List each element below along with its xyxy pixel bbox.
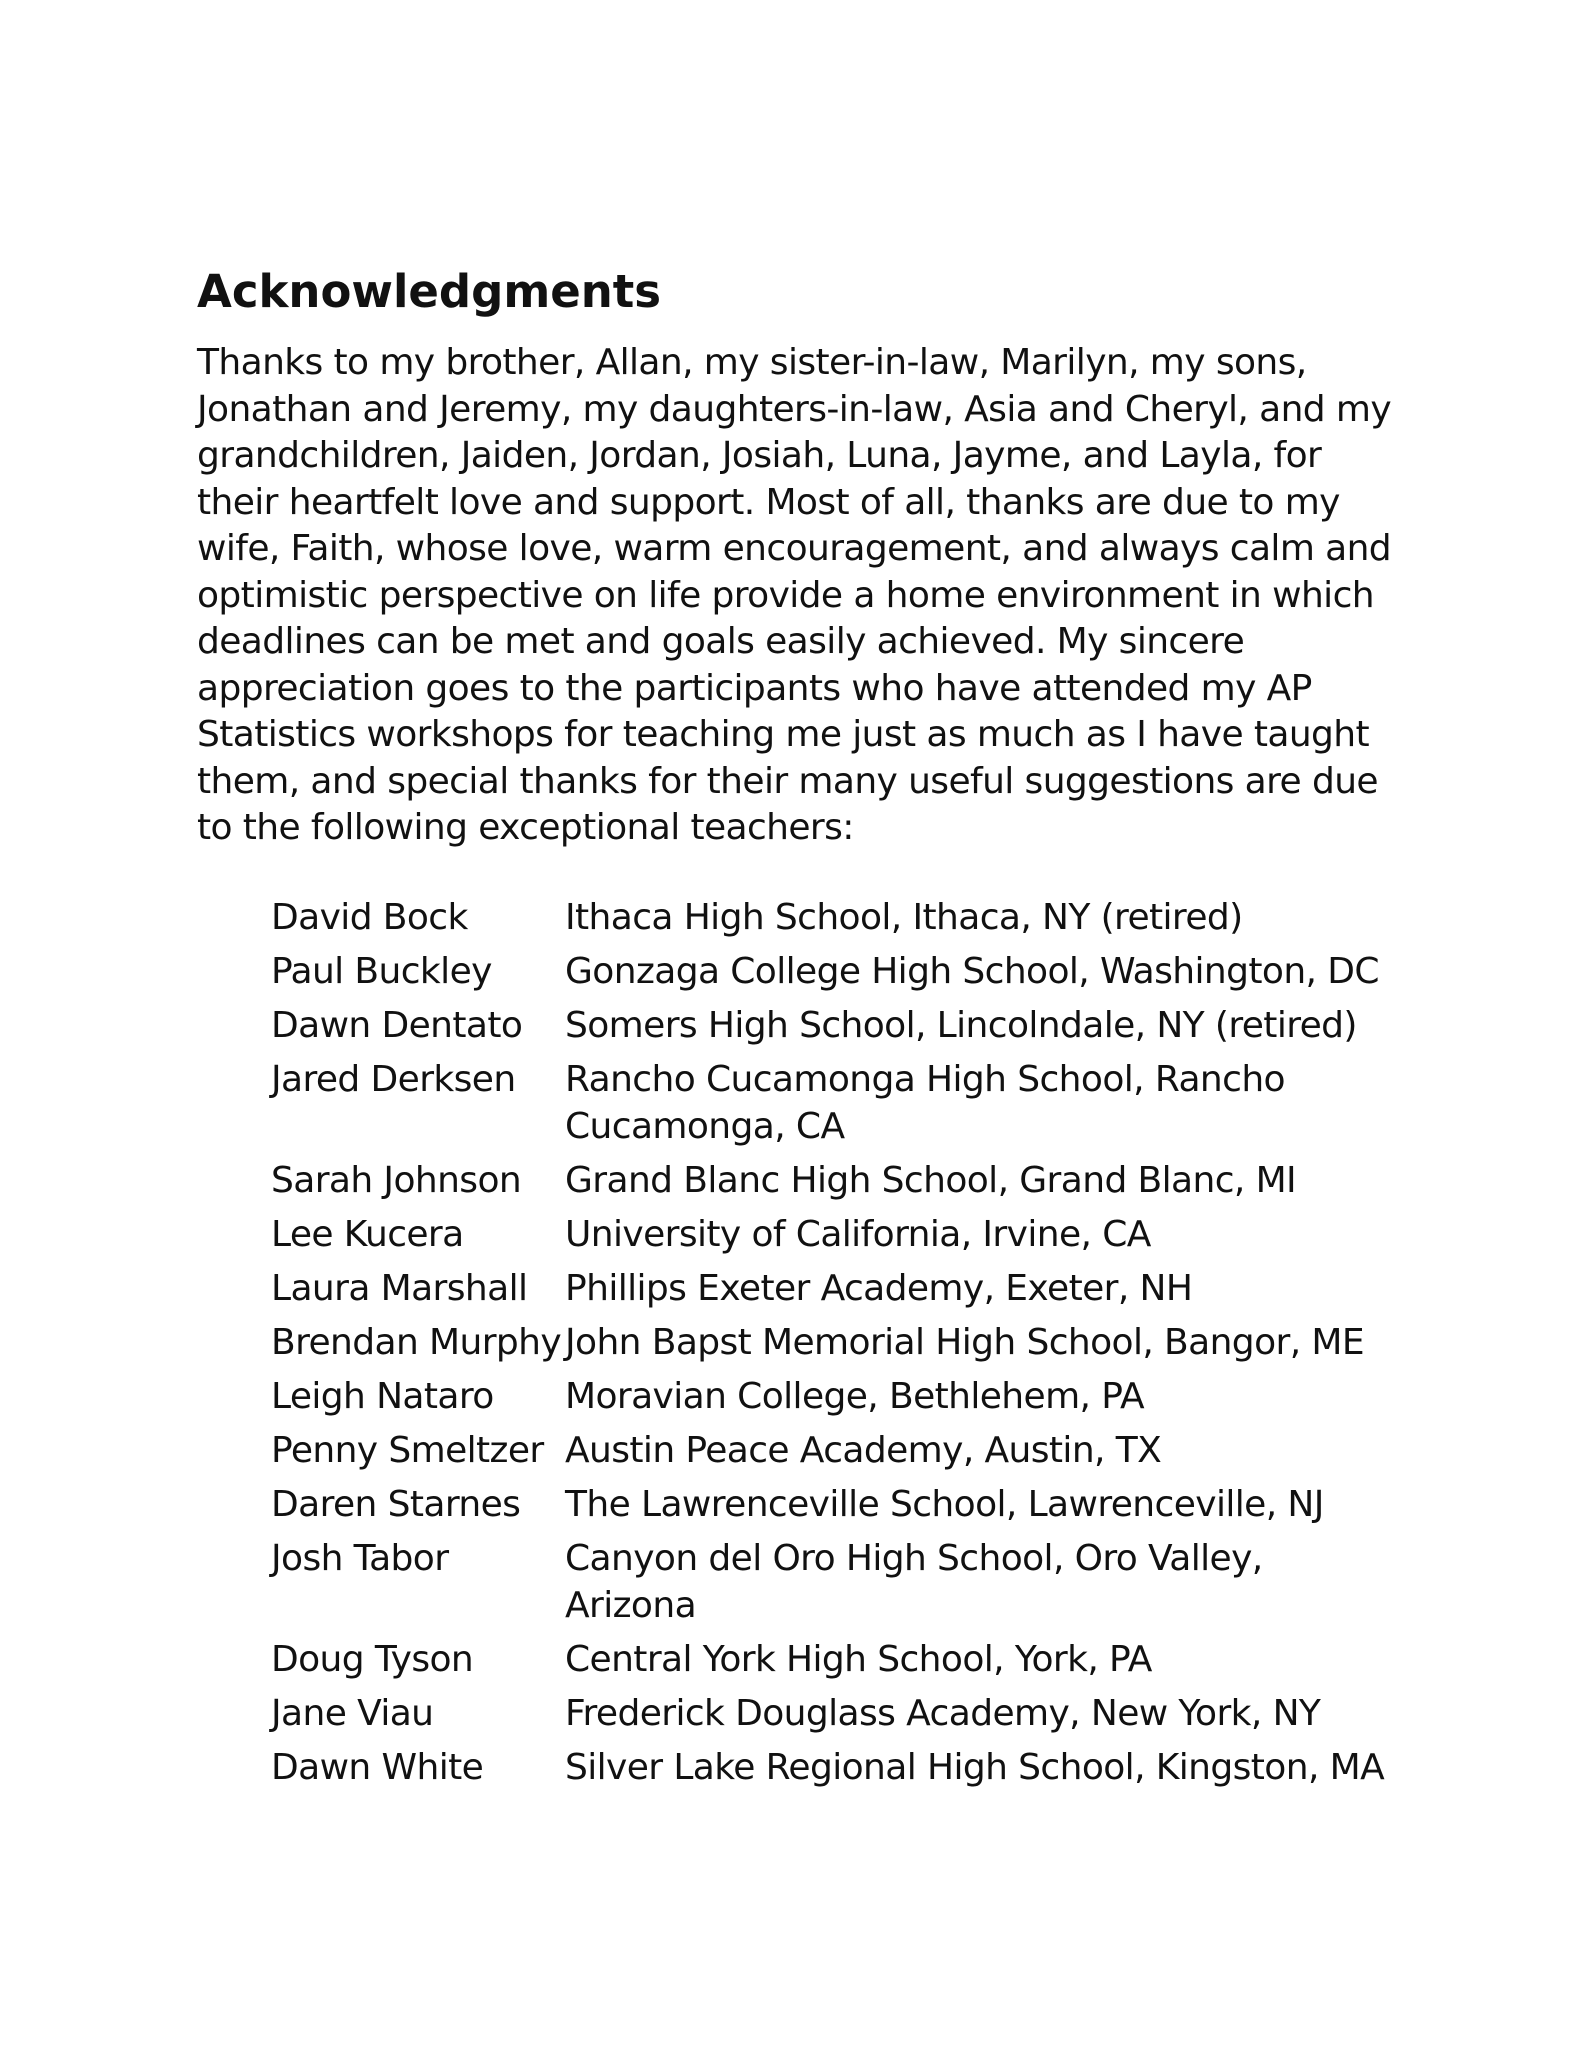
table-row — [271, 1535, 1385, 1636]
teachers-table — [271, 894, 1385, 1798]
teacher-school: Moravian College, Bethlehem, PA — [565, 1375, 1145, 1417]
teacher-school: Gonzaga College High School, Washington, DC — [565, 950, 1379, 992]
teacher-name: Doug Tyson — [271, 1638, 474, 1680]
teacher-school: John Bapst Memorial High School, Bangor, ME — [565, 1321, 1364, 1363]
teacher-name: Daren Starnes — [271, 1483, 521, 1525]
teacher-school: Rancho Cucamonga High School, Rancho Cucamonga, CA — [565, 1058, 1285, 1147]
table-row — [271, 894, 1385, 948]
table-row — [271, 1319, 1385, 1373]
table-row — [271, 1002, 1385, 1056]
table-row — [271, 1373, 1385, 1427]
teacher-name: Dawn White — [271, 1746, 484, 1788]
teacher-school: Central York High School, York, PA — [565, 1638, 1152, 1680]
table-row — [271, 1211, 1385, 1265]
table-row — [271, 948, 1385, 1002]
teacher-name: Sarah Johnson — [271, 1159, 522, 1201]
teacher-name: Penny Smeltzer — [271, 1429, 544, 1471]
teacher-name: Lee Kucera — [271, 1213, 464, 1255]
table-row — [271, 1690, 1385, 1744]
teacher-school: Phillips Exeter Academy, Exeter, NH — [565, 1267, 1193, 1309]
teacher-name: Jared Derksen — [271, 1058, 516, 1100]
table-row — [271, 1265, 1385, 1319]
teacher-school: The Lawrenceville School, Lawrenceville, NJ — [565, 1483, 1324, 1525]
teacher-school: University of California, Irvine, CA — [565, 1213, 1151, 1255]
acknowledgments-paragraph: Thanks to my brother, Allan, my sister-in-law, Marilyn, my sons, Jonathan and Jeremy, my daughters-in-law, Asia and Cheryl, and my grandchildren, Jaiden, Jordan, Josiah, Luna, Jayme, and Layla, for their heartfelt love and support. Most of all, thanks are due to my wife, Faith, whose love, warm encouragement, and always calm and optimistic perspective on life provide a home environment in which deadlines can be met and goals easily achieved. My sincere appreciation goes to the participants who have attended my AP Statistics workshops for teaching me just as much as I have taught them, and special thanks for their many useful suggestions are due to the following exceptional teachers: — [197, 342, 1392, 848]
table-row — [271, 1157, 1385, 1211]
teacher-name: Paul Buckley — [271, 950, 492, 992]
acknowledgments-page — [197, 262, 1397, 1798]
teacher-name: Brendan Murphy — [271, 1321, 562, 1363]
table-row — [271, 1744, 1385, 1798]
teacher-name: Josh Tabor — [271, 1537, 449, 1579]
teacher-name: David Bock — [271, 896, 468, 938]
teacher-name: Jane Viau — [271, 1692, 434, 1734]
teacher-school: Somers High School, Lincolndale, NY (retired) — [565, 1004, 1357, 1046]
teacher-school: Grand Blanc High School, Grand Blanc, MI — [565, 1159, 1297, 1201]
table-row — [271, 1427, 1385, 1481]
teacher-school: Austin Peace Academy, Austin, TX — [565, 1429, 1162, 1471]
teacher-school: Silver Lake Regional High School, Kingston, MA — [565, 1746, 1385, 1788]
table-row — [271, 1481, 1385, 1535]
teacher-school: Frederick Douglass Academy, New York, NY — [565, 1692, 1321, 1734]
table-row — [271, 1056, 1385, 1157]
teacher-name: Laura Marshall — [271, 1267, 528, 1309]
teacher-school: Ithaca High School, Ithaca, NY (retired) — [565, 896, 1243, 938]
teacher-name: Leigh Nataro — [271, 1375, 494, 1417]
teacher-name: Dawn Dentato — [271, 1004, 523, 1046]
teacher-school: Canyon del Oro High School, Oro Valley, Arizona — [565, 1537, 1263, 1626]
table-row — [271, 1636, 1385, 1690]
page-title: Acknowledgments — [197, 265, 662, 318]
